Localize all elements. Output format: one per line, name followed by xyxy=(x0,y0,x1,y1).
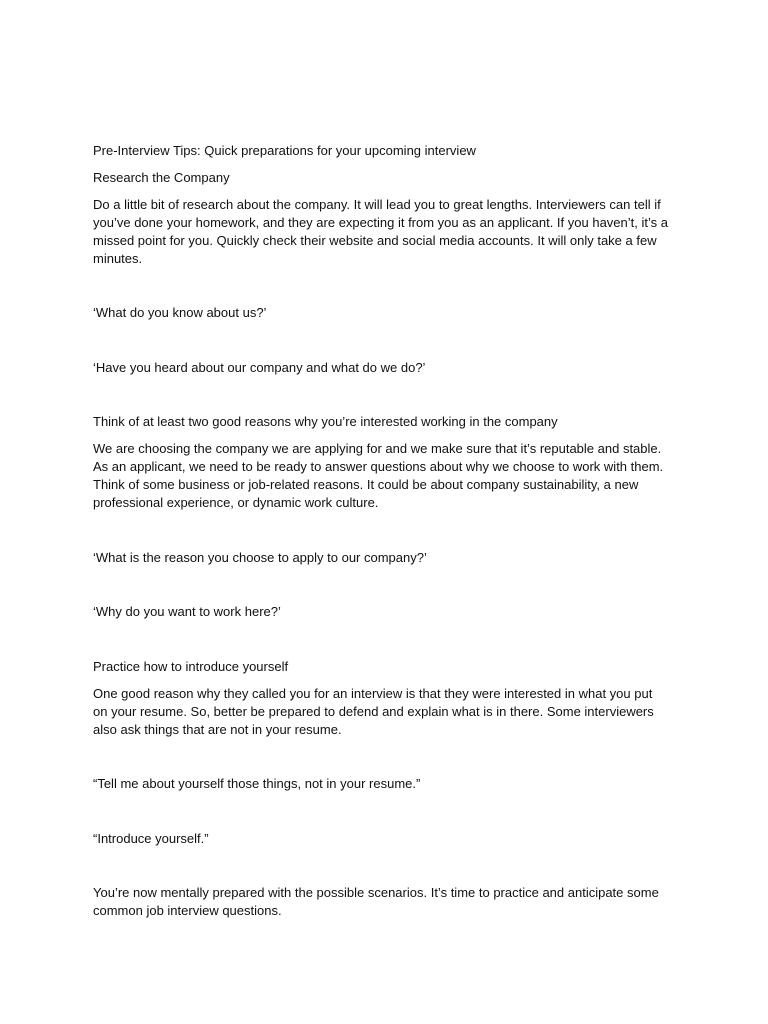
paragraph-line: you’ve done your homework, and they are expecting it from you as an applicant. If you haven’t, it’s a xyxy=(93,215,668,230)
paragraph-line: Do a little bit of research about the company. It will lead you to great lengths. Interviewers can tell if xyxy=(93,197,661,212)
paragraph-line: Think of some business or job-related reasons. It could be about company sustainability, a new xyxy=(93,477,639,492)
document-title: Pre-Interview Tips: Quick preparations for your upcoming interview xyxy=(93,143,476,158)
paragraph-line: missed point for you. Quickly check their website and social media accounts. It will only take a few xyxy=(93,233,657,248)
paragraph-line: We are choosing the company we are applying for and we make sure that it’s reputable and stable. xyxy=(93,441,662,456)
paragraph-line: One good reason why they called you for an interview is that they were interested in what you put xyxy=(93,686,653,701)
quote-line: ‘Why do you want to work here?’ xyxy=(93,604,281,619)
section-heading-research: Research the Company xyxy=(93,170,230,185)
quote-line: ‘What do you know about us?’ xyxy=(93,305,267,320)
closing-line: common job interview questions. xyxy=(93,903,282,918)
section-heading-introduce: Practice how to introduce yourself xyxy=(93,659,289,674)
closing-line: You’re now mentally prepared with the possible scenarios. It’s time to practice and anticipate some xyxy=(93,885,659,900)
quote-line: “Introduce yourself.” xyxy=(93,831,209,846)
paragraph-line: As an applicant, we need to be ready to answer questions about why we choose to work with them. xyxy=(93,459,664,474)
paragraph-line: on your resume. So, better be prepared to defend and explain what is in there. Some interviewers xyxy=(93,704,654,719)
quote-line: “Tell me about yourself those things, not in your resume.” xyxy=(93,776,421,791)
section-heading-reasons: Think of at least two good reasons why you’re interested working in the company xyxy=(93,414,558,429)
quote-line: ‘Have you heard about our company and what do we do?’ xyxy=(93,360,426,375)
quote-line: ‘What is the reason you choose to apply to our company?’ xyxy=(93,550,427,565)
paragraph-line: professional experience, or dynamic work culture. xyxy=(93,495,379,510)
paragraph-line: minutes. xyxy=(93,251,143,266)
paragraph-line: also ask things that are not in your resume. xyxy=(93,722,342,737)
